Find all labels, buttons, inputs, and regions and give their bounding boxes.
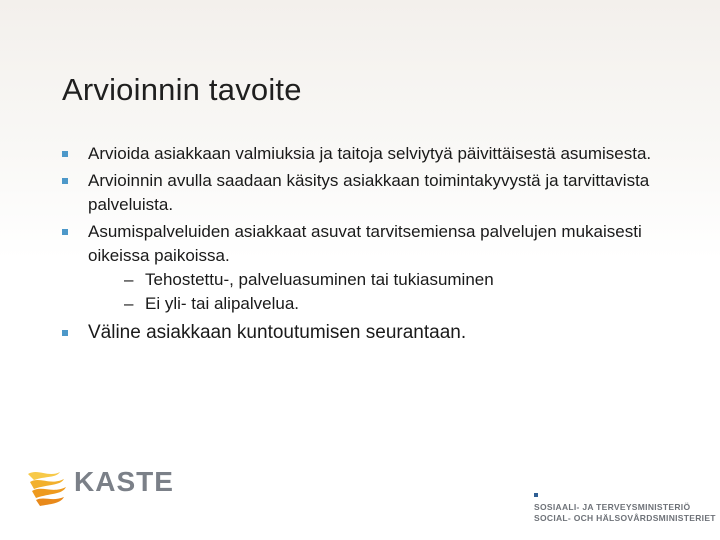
sub-bullet-item bbox=[88, 292, 662, 316]
dash-marker: – bbox=[124, 270, 134, 289]
ministry-name-swedish: SOCIAL- OCH HÄLSOVÅRDSMINISTERIET bbox=[534, 513, 716, 523]
bullet-text: Asumispalveluiden asiakkaat asuvat tarvitsemiensa palvelujen mukaisesti oikeissa paikoissa. bbox=[88, 222, 642, 265]
bullet-text: Arvioida asiakkaan valmiuksia ja taitoja selviytyä päivittäisestä asumisesta. bbox=[88, 144, 652, 163]
bullet-list bbox=[62, 142, 662, 349]
bullet-text: Arvioinnin avulla saadaan käsitys asiakkaan toimintakyvystä ja tarvittavista palveluista. bbox=[88, 171, 650, 214]
sub-bullet-text: Tehostettu-, palveluasuminen tai tukiasuminen bbox=[145, 270, 494, 289]
sub-bullet-list bbox=[88, 268, 662, 316]
bullet-item bbox=[62, 169, 662, 217]
kaste-logo bbox=[26, 464, 174, 510]
bullet-item bbox=[62, 220, 662, 316]
bullet-item bbox=[62, 142, 662, 166]
sub-bullet-text: Ei yli- tai alipalvelua. bbox=[145, 294, 300, 313]
bullet-item bbox=[62, 320, 662, 346]
bullet-marker-icon bbox=[62, 229, 68, 235]
bullet-text: Väline asiakkaan kuntoutumisen seurantaan. bbox=[88, 322, 467, 343]
dash-marker: – bbox=[124, 294, 134, 313]
bullet-marker-icon bbox=[62, 330, 68, 336]
bullet-marker-icon bbox=[62, 178, 68, 184]
kaste-logo-text: KASTE bbox=[74, 466, 174, 497]
bullet-marker-icon bbox=[62, 151, 68, 157]
kaste-swirl-icon bbox=[26, 464, 70, 508]
slide-title: Arvioinnin tavoite bbox=[62, 72, 302, 107]
ministry-name-finnish: SOSIAALI- JA TERVEYSMINISTERIÖ bbox=[534, 502, 691, 512]
sub-bullet-item bbox=[88, 268, 662, 292]
ministry-square-icon bbox=[534, 493, 538, 497]
